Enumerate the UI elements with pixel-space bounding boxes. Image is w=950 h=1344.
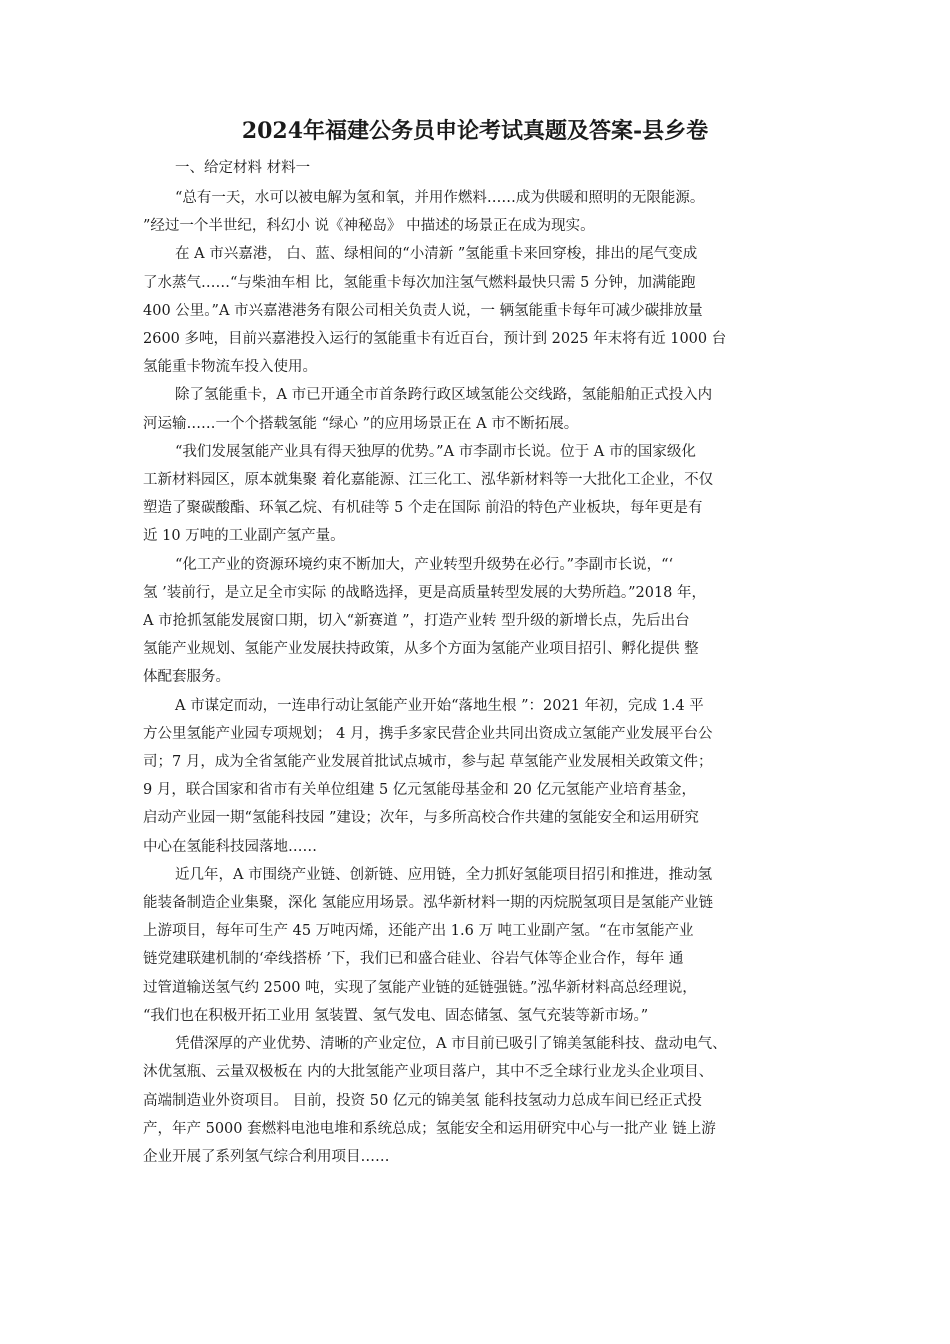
paragraph-line: “总有一天，水可以被电解为氢和氧，并用作燃料……成为供暖和照明的无限能源。 [175, 190, 705, 206]
paragraph-line: “我们发展氢能产业具有得天独厚的优势。”A 市李副市长说。位于 A 市的国家级化 [175, 443, 696, 460]
paragraph-line: A 市抢抓氢能发展窗口期，切入“新赛道 ”，打造产业转 型升级的新增长点，先后出台 [143, 613, 690, 630]
paragraph-line: 产，年产 5000 套燃料电池电堆和系统总成；氢能安全和运用研究中心与一批产业 链上游 [143, 1120, 716, 1137]
paragraph-line: 能装备制造企业集聚，深化 氢能应用场景。泓华新材料一期的丙烷脱氢项目是氢能产业链 [143, 895, 714, 912]
section-label: 一、给定材料 材料一 [175, 160, 311, 176]
paragraph-line: 近 10 万吨的工业副产氢产量。 [143, 528, 345, 545]
paragraph-line: 2600 多吨，目前兴嘉港投入运行的氢能重卡有近百台，预计到 2025 年末将有近 1000 台 [143, 331, 727, 348]
paragraph-line: 氢能产业规划、氢能产业发展扶持政策，从多个方面为氢能产业项目招引、孵化提供 整 [143, 641, 699, 658]
paragraph-line: 体配套服务。 [143, 669, 230, 686]
paragraph-line: 氢 ’装前行，是立足全市实际 的战略选择，更是高质量转型发展的大势所趋。”2018 年， [143, 584, 706, 601]
document-body [143, 184, 813, 1171]
paragraph-line: 塑造了聚碳酸酯、环氧乙烷、有机硅等 5 个走在国际 前沿的特色产业板块，每年更是有 [143, 500, 703, 517]
paragraph-line: ”经过一个半世纪，科幻小 说《神秘岛》 中描述的场景正在成为现实。 [143, 218, 595, 235]
paragraph-line: 近几年，A 市围绕产业链、创新链、应用链，全力抓好氢能项目招引和推进，推动氢 [175, 866, 713, 883]
paragraph-line: 启动产业园一期“氢能科技园 ”建设；次年，与多所高校合作共建的氢能安全和运用研究 [143, 810, 699, 827]
paragraph [143, 381, 813, 437]
paragraph-line: 凭借深厚的产业优势、清晰的产业定位，A 市目前已吸引了锦美氢能科技、盘动电气、 [175, 1036, 727, 1053]
paragraph-line: 工新材料园区，原本就集聚 着化嘉能源、江三化工、泓华新材料等一大批化工企业，不仅 [143, 472, 714, 489]
paragraph [143, 438, 813, 551]
paragraph-line: 在 A 市兴嘉港， 白、蓝、绿相间的“小清新 ”氢能重卡来回穿梭，排出的尾气变成 [175, 246, 698, 263]
paragraph-line: 过管道输送氢气约 2500 吨，实现了氢能产业链的延链强链。”泓华新材料高总经理说， [143, 979, 697, 996]
paragraph-line: 沐优氢瓶、云量双极板在 内的大批氢能产业项目落户，其中不乏全球行业龙头企业项目、 [143, 1064, 714, 1081]
paragraph-line: 中心在氢能科技园落地…… [143, 838, 317, 855]
paragraph-line: 高端制造业外资项目。 目前，投资 50 亿元的锦美氢 能科技氢动力总成车间已经正式投 [143, 1092, 702, 1109]
paragraph-line: 400 公里。”A 市兴嘉港港务有限公司相关负责人说，一 辆氢能重卡每年可减少碳排放量 [143, 302, 703, 319]
paragraph-line: “我们也在积极开拓工业用 氢装置、氢气发电、固态储氢、氢气充装等新市场。” [143, 1007, 649, 1024]
paragraph-line: 上游项目，每年可生产 45 万吨丙烯，还能产出 1.6 万 吨工业副产氢。“在市氢能产业 [143, 923, 694, 940]
paragraph-line: 氢能重卡物流车投入使用。 [143, 359, 317, 376]
paragraph-line: 方公里氢能产业园专项规划； 4 月，携手多家民营企业共同出资成立氢能产业发展平台公 [143, 725, 713, 742]
paragraph-line: 企业开展了系列氢气综合利用项目…… [143, 1148, 390, 1165]
paragraph-line: 河运输……一个个搭载氢能 “绿心 ”的应用场景正在 A 市不断拓展。 [143, 415, 579, 432]
paragraph [143, 692, 813, 861]
paragraph-line: A 市谋定而动，一连串行动让氢能产业开始“落地生根 ”：2021 年初，完成 1.4 平 [175, 697, 704, 714]
paragraph-line: 除了氢能重卡，A 市已开通全市首条跨行政区域氢能公交线路，氢能船舶正式投入内 [175, 387, 713, 404]
paragraph-line: “化工产业的资源环境约束不断加大，产业转型升级势在必行。”李副市长说，“‘ [175, 556, 674, 573]
paragraph [143, 551, 813, 692]
paragraph [143, 861, 813, 1030]
paragraph-line: 司；7 月，成为全省氢能产业发展首批试点城市，参与起 草氢能产业发展相关政策文件； [143, 754, 713, 771]
paragraph [143, 184, 813, 240]
paragraph [143, 1030, 813, 1171]
paragraph-line: 链党建联建机制的‘牵线搭桥 ’下，我们已和盛合硅业、谷岩气体等企业合作，每年 通 [143, 951, 684, 968]
paragraph-line: 了水蒸气……“与柴油车相 比，氢能重卡每次加注氢气燃料最快只需 5 分钟，加满能跑 [143, 274, 696, 291]
paragraph-line: 9 月，联合国家和省市有关单位组建 5 亿元氢能母基金和 20 亿元氢能产业培育基金， [143, 782, 696, 799]
paragraph [143, 240, 813, 381]
document-title: 2024年福建公务员申论考试真题及答案-县乡卷 [241, 118, 709, 144]
